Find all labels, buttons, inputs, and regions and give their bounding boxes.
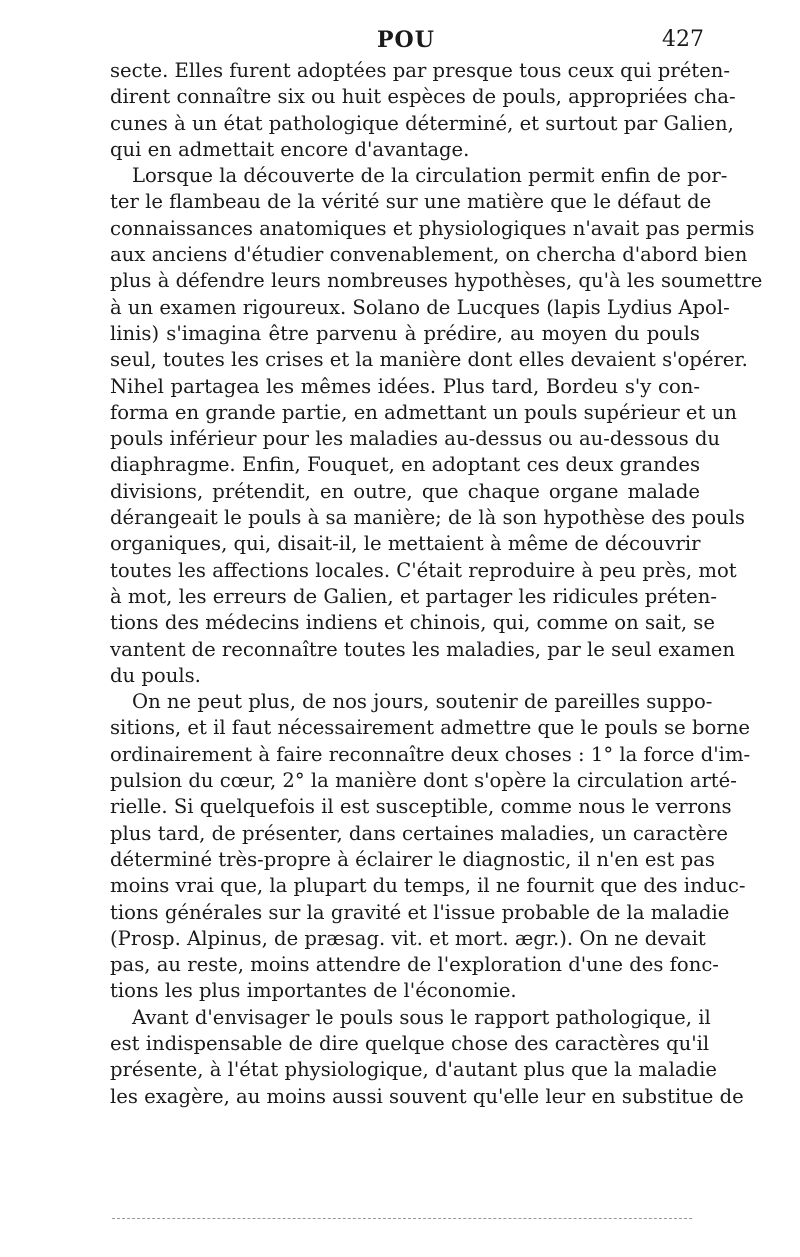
text-line: moins vrai que, la plupart du temps, il ne fournit que des induc- <box>110 874 746 898</box>
page-number: 427 <box>662 27 704 52</box>
text-line: rielle. Si quelquefois il est susceptible, comme nous le verrons <box>110 795 732 819</box>
text-line: secte. Elles furent adoptées par presque tous ceux qui préten- <box>110 59 731 82</box>
text-line: Lorsque la découverte de la circulation permit enfin de por- <box>132 164 728 188</box>
text-line: tions générales sur la gravité et l'issue probable de la maladie <box>110 900 730 924</box>
text-line: pulsion du cœur, 2° la manière dont s'opère la circulation arté- <box>110 769 737 793</box>
text-line: plus tard, de présenter, dans certaines maladies, un caractère <box>110 821 728 845</box>
text-line: à un examen rigoureux. Solano de Lucques (lapis Lydius Apol- <box>110 295 730 319</box>
text-line: est indispensable de dire quelque chose des caractères qu'il <box>110 1031 710 1055</box>
text-line: Nihel partagea les mêmes idées. Plus tard, Bordeu s'y con- <box>110 374 700 398</box>
text-line: du pouls. <box>110 663 201 687</box>
text-line: organiques, qui, disait-il, le mettaient à même de découvrir <box>110 532 701 556</box>
text-line: plus à défendre leurs nombreuses hypothèses, qu'à les soumettre <box>110 269 763 293</box>
text-line: toutes les affections locales. C'était reproduire à peu près, mot <box>110 558 737 582</box>
text-line: présente, à l'état physiologique, d'autant plus que la maladie <box>110 1058 717 1082</box>
text-line: cunes à un état pathologique déterminé, et surtout par Galien, <box>110 111 734 135</box>
text-line: tions les plus importantes de l'économie. <box>110 979 517 1003</box>
text-line: diaphragme. Enfin, Fouquet, en adoptant ces deux grandes <box>110 453 700 477</box>
text-line: (Prosp. Alpinus, de præsag. vit. et mort. ægr.). On ne devait <box>110 926 706 950</box>
text-line: ter le flambeau de la vérité sur une matière que le défaut de <box>110 190 712 214</box>
text-line: sitions, et il faut nécessairement admettre que le pouls se borne <box>110 716 750 740</box>
text-line: aux anciens d'étudier convenablement, on chercha d'abord bien <box>110 243 748 267</box>
text-line: On ne peut plus, de nos jours, soutenir de pareilles suppo- <box>132 690 713 714</box>
text-line: ordinairement à faire reconnaître deux choses : 1° la force d'im- <box>110 742 751 766</box>
text-line: déterminé très-propre à éclairer le diagnostic, il n'en est pas <box>110 847 715 871</box>
text-line: à mot, les erreurs de Galien, et partager les ridicules préten- <box>110 584 717 608</box>
text-line: dirent connaître six ou huit espèces de pouls, appropriées cha- <box>110 85 736 109</box>
text-line: vantent de reconnaître toutes les maladies, par le seul examen <box>110 637 736 661</box>
text-line: forma en grande partie, en admettant un pouls supérieur et un <box>110 400 737 424</box>
text-line: Avant d'envisager le pouls sous le rapport pathologique, il <box>132 1005 711 1029</box>
text-line: pas, au reste, moins attendre de l'exploration d'une des fonc- <box>110 953 719 977</box>
running-head <box>0 26 800 54</box>
text-line: tions des médecins indiens et chinois, qui, comme on sait, se <box>110 611 715 635</box>
text-line: connaissances anatomiques et physiologiques n'avait pas permis <box>110 216 755 240</box>
text-line: dérangeait le pouls à sa manière; de là son hypothèse des pouls <box>110 506 745 530</box>
text-line: pouls inférieur pour les maladies au-dessus ou au-dessous du <box>110 427 721 451</box>
text-line: divisions, prétendit, en outre, que chaque organe malade <box>110 479 700 503</box>
text-line: linis) s'imagina être parvenu à prédire, au moyen du pouls <box>110 321 700 345</box>
footer-rule <box>112 1218 692 1219</box>
text-line: les exagère, au moins aussi souvent qu'elle leur en substitue de <box>110 1084 744 1108</box>
running-title: POU <box>377 27 435 53</box>
text-line: seul, toutes les crises et la manière dont elles devaient s'opérer. <box>110 348 748 372</box>
text-body <box>110 58 763 1110</box>
text-line: qui en admettait encore d'avantage. <box>110 137 470 161</box>
